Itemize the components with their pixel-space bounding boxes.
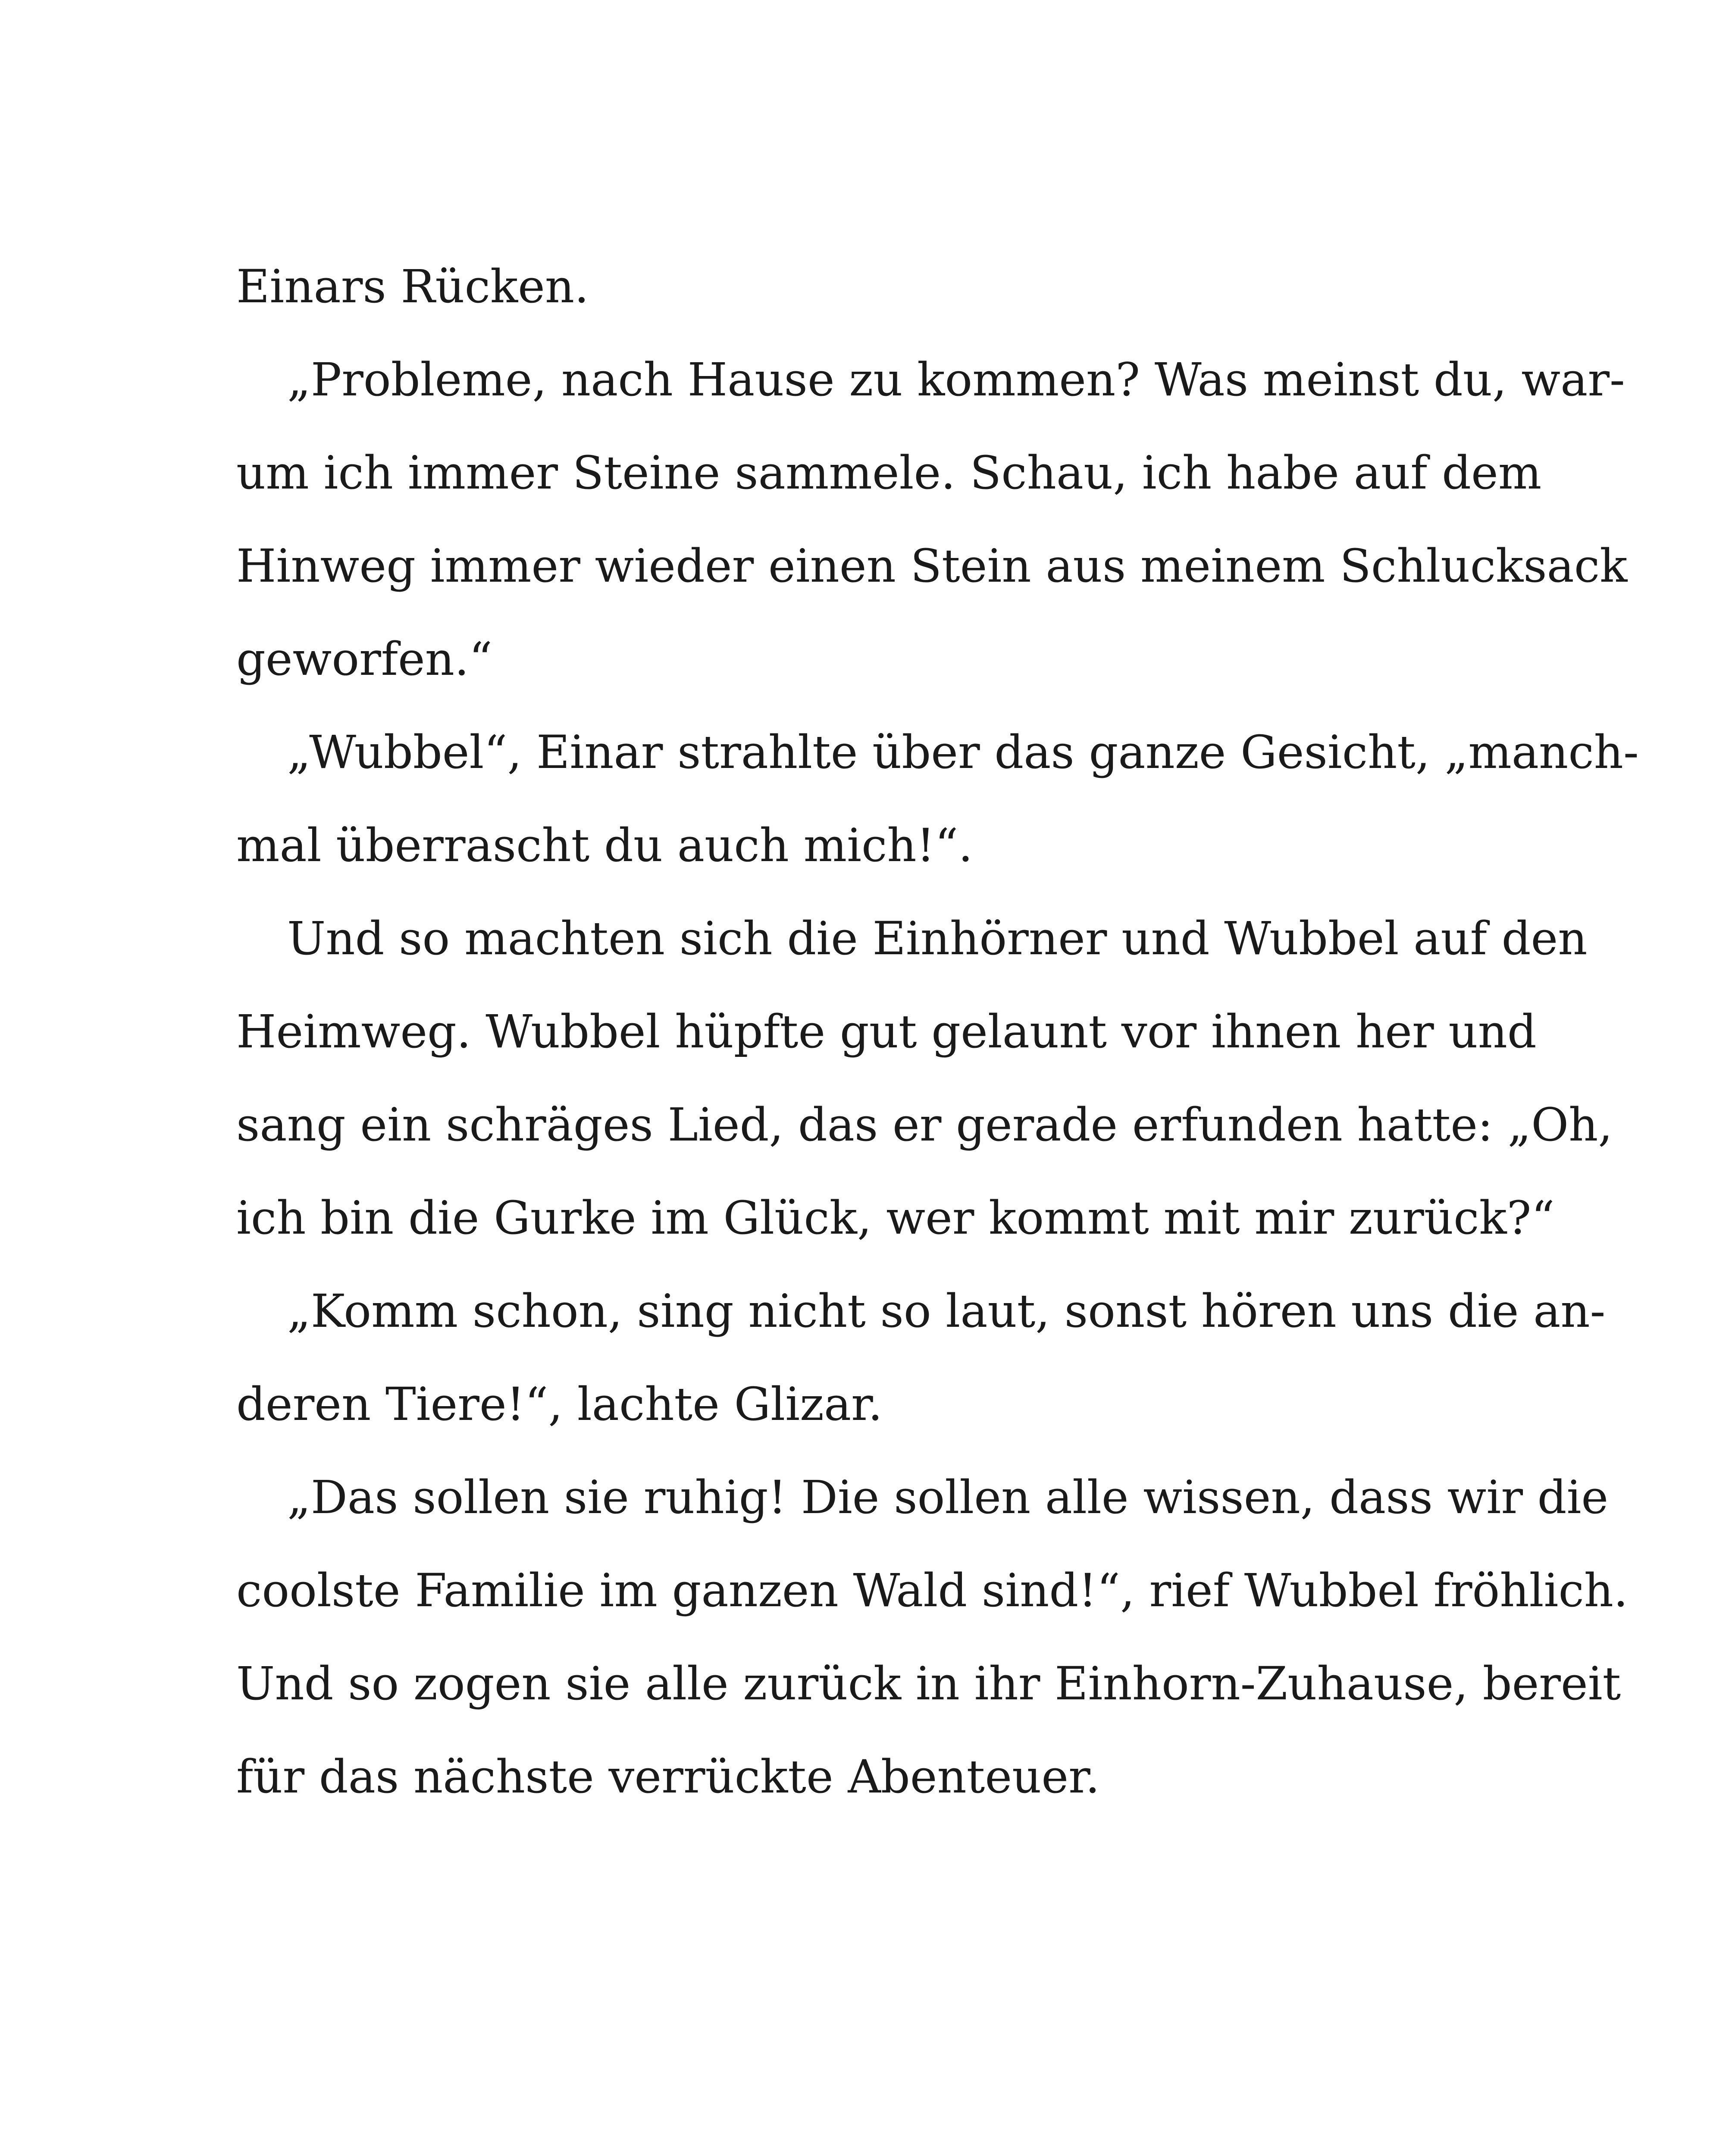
text-line: Hinweg immer wieder einen Stein aus meinem Schlucksack (236, 539, 1628, 592)
text-line: Und so zogen sie alle zurück in ihr Einhorn-Zuhause, bereit (236, 1657, 1621, 1710)
text-line: geworfen.“ (236, 633, 492, 686)
text-line: für das nächste verrückte Abenteuer. (236, 1750, 1100, 1803)
text-line: deren Tiere!“, lachte Glizar. (236, 1378, 883, 1431)
text-line: „Komm schon, sing nicht so laut, sonst hören uns die an- (287, 1285, 1606, 1338)
text-line: ich bin die Gurke im Glück, wer kommt mit mir zurück?“ (236, 1191, 1555, 1244)
text-line: Einars Rücken. (236, 260, 589, 313)
text-line: sang ein schräges Lied, das er gerade erfunden hatte: „Oh, (236, 1098, 1613, 1151)
text-line: „Das sollen sie ruhig! Die sollen alle wissen, dass wir die (287, 1471, 1609, 1524)
text-line: Heimweg. Wubbel hüpfte gut gelaunt vor ihnen her und (236, 1005, 1537, 1058)
text-line: „Probleme, nach Hause zu kommen? Was meinst du, war- (287, 353, 1625, 406)
text-line: coolste Familie im ganzen Wald sind!“, rief Wubbel fröhlich. (236, 1564, 1628, 1617)
text-line: um ich immer Steine sammele. Schau, ich habe auf dem (236, 446, 1542, 499)
text-line: Und so machten sich die Einhörner und Wubbel auf den (287, 912, 1588, 965)
text-line: mal überrascht du auch mich!“. (236, 819, 973, 872)
text-line: „Wubbel“, Einar strahlte über das ganze Gesicht, „manch- (287, 726, 1639, 779)
